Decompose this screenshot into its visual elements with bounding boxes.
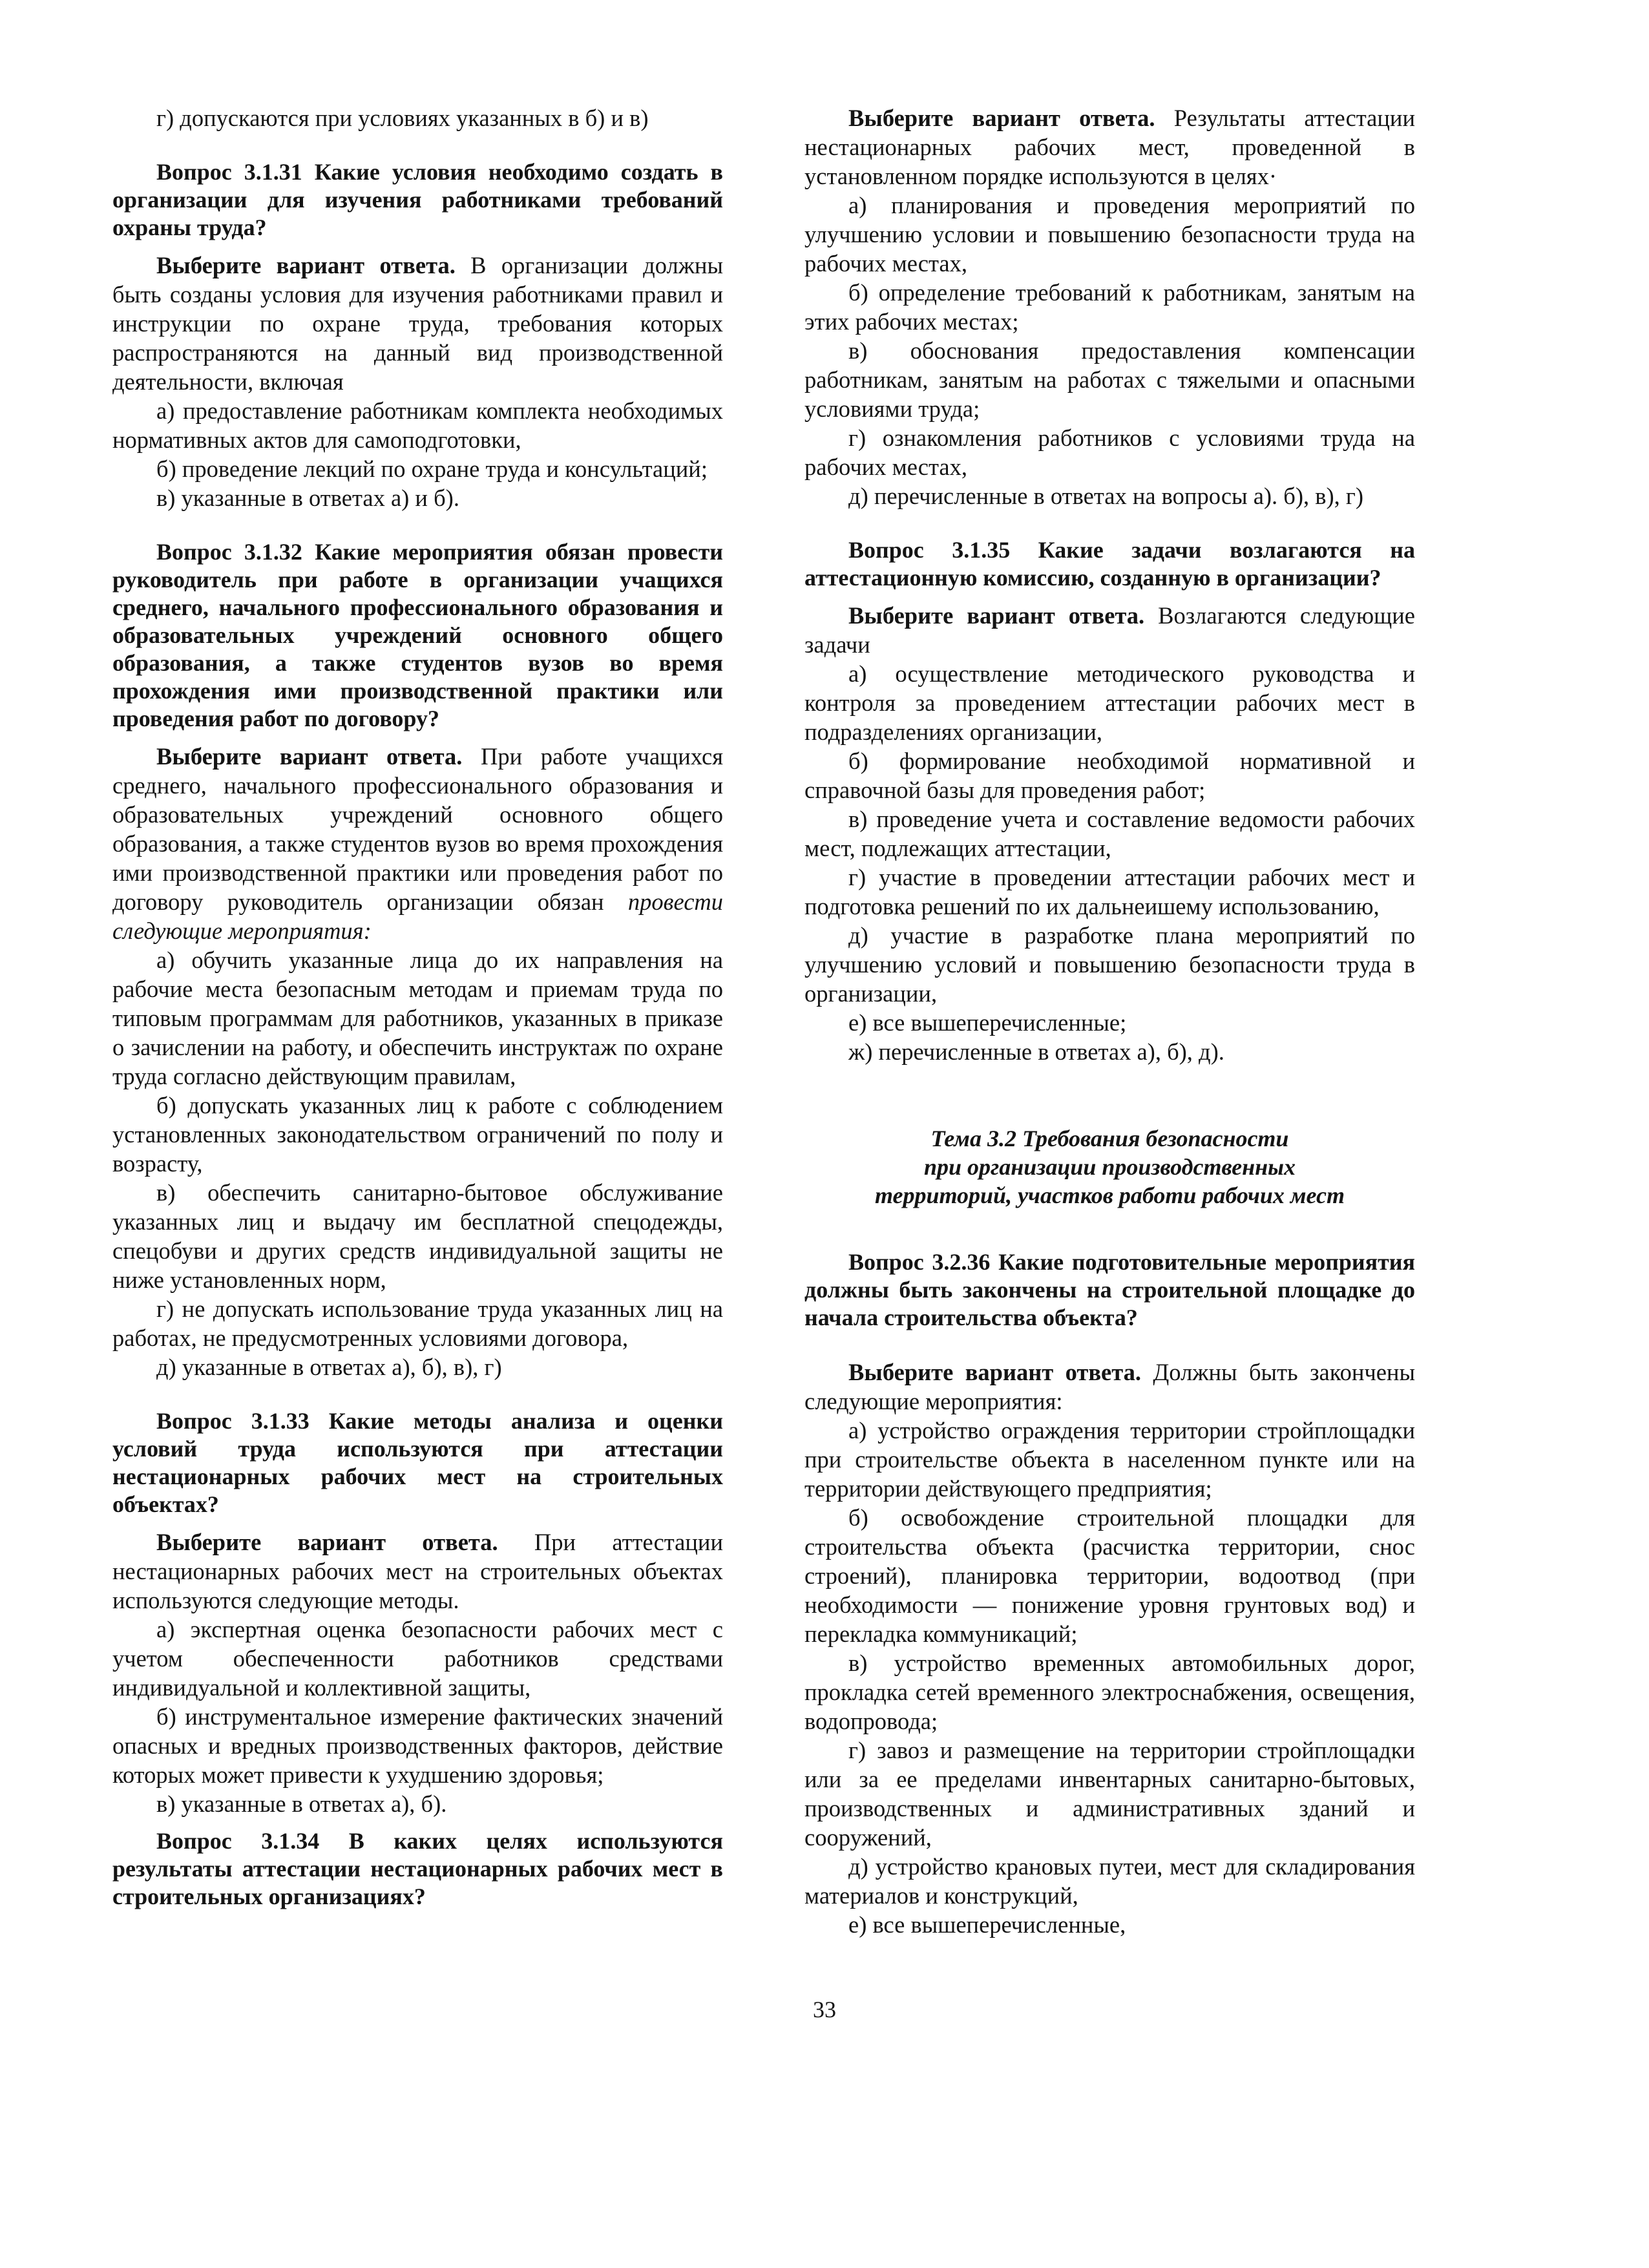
- question-3-1-32: Вопрос 3.1.32 Какие мероприятия обязан провести руководитель при работе в организации учащихся среднего, начального профессионального образования и образовательных учреждений основного общего образования, а также студентов вузов во время прохождения ими производственной практики или проведения работ по договору?: [112, 539, 723, 731]
- answer-option: б) допускать указанных лиц к работе с соблюдением установленных законодательством ограничений по полу и возрасту,: [112, 1092, 723, 1177]
- answer-option: а) планирования и проведения мероприятий по улучшению условии и повышению безопасности труда на рабочих местах,: [804, 192, 1415, 277]
- left-column: [112, 103, 723, 1911]
- answer-option: а) устройство ограждения территории стройплощадки при строительстве объекта в населенном пункте или на территории действующего предприятия;: [804, 1417, 1415, 1502]
- answer-lead: Выберите вариант ответа.: [156, 1529, 498, 1555]
- answer-intro-text: Должны быть закончены следующие мероприятия:: [804, 1359, 1415, 1414]
- answer-option: б) проведение лекций по охране труда и консультаций;: [156, 456, 708, 482]
- answer-option: в) обеспечить санитарно-бытовое обслуживание указанных лиц и выдачу им бесплатной спецодежды, спецобуви и других средств индивидуальной защиты не ниже установленных норм,: [112, 1179, 723, 1293]
- answer-intro: [112, 742, 723, 945]
- answer-option: г) ознакомления работников с условиями труда на рабочих местах,: [804, 425, 1415, 480]
- theme-line: Тема 3.2 Требования безопасности: [930, 1126, 1289, 1151]
- answer-option: б) определение требований к работникам, занятым на этих рабочих местах;: [804, 279, 1415, 335]
- question-3-1-34: Вопрос 3.1.34 В каких целях используются результаты аттестации нестационарных рабочих мест в строительных организациях?: [112, 1828, 723, 1909]
- answer-option: д) устройство крановых путеи, мест для складирования материалов и конструкций,: [804, 1853, 1415, 1909]
- answer-option: д) перечисленные в ответах на вопросы а). б), в), г): [848, 483, 1364, 509]
- answer-option: г) завоз и размещение на территории стройплощадки или за ее пределами инвентарных санитарно-бытовых, производственных и административных зданий и сооружений,: [804, 1737, 1415, 1851]
- page-number: 33: [813, 1997, 836, 2022]
- answer-option: а) осуществление методического руководства и контроля за проведением аттестации рабочих мест в подразделениях организации,: [804, 660, 1415, 745]
- right-column: [804, 103, 1415, 1939]
- question-3-1-35: Вопрос 3.1.35 Какие задачи возлагаются на аттестационную комиссию, созданную в организации?: [804, 537, 1415, 591]
- answer-option: а) обучить указанные лица до их направления на рабочие места безопасным методам и приемам труда по типовым программам для работников, указанных в приказе о зачислении на работу, и обеспечить инструктаж по охране труда согласно действующим правилам,: [112, 947, 723, 1089]
- answer-option: е) все вышеперечисленные,: [848, 1911, 1126, 1938]
- answer-option: г) допускаются при условиях указанных в б) и в): [156, 105, 649, 131]
- answer-intro-italic: провести следующие мероприятия:: [112, 888, 723, 944]
- answer-option: б) освобождение строительной площадки для строительства объекта (расчистка территории, снос строений), планировка территории, водоотвод (при необходимости — понижение уровня грунтовых вод) и перекладка коммуникаций;: [804, 1504, 1415, 1647]
- answer-option: д) указанные в ответах а), б), в), г): [156, 1354, 502, 1380]
- answer-option: б) формирование необходимой нормативной и справочной базы для проведения работ;: [804, 748, 1415, 803]
- answer-option: в) обоснования предоставления компенсации работникам, занятым на работах с тяжелыми и опасными условиями труда;: [804, 337, 1415, 422]
- answer-intro: [112, 251, 723, 396]
- answer-option: ж) перечисленные в ответах а), б), д).: [848, 1038, 1224, 1065]
- answer-lead: Выберите вариант ответа.: [848, 602, 1145, 629]
- question-3-2-36: Вопрос 3.2.36 Какие подготовительные мероприятия должны быть закончены на строительной площадке до начала строительства объекта?: [804, 1249, 1415, 1330]
- answer-intro: [804, 103, 1415, 191]
- answer-option: д) участие в разработке плана мероприятий по улучшению условий и повышению безопасности труда в организации,: [804, 922, 1415, 1007]
- question-3-1-33: Вопрос 3.1.33 Какие методы анализа и оценки условий труда используются при аттестации нестационарных рабочих мест на строительных объектах?: [112, 1408, 723, 1517]
- answer-intro: [112, 1528, 723, 1615]
- answer-option: е) все вышеперечисленные;: [848, 1009, 1127, 1036]
- answer-option: г) участие в проведении аттестации рабочих мест и подготовка решений по их дальнеишему использованию,: [804, 864, 1415, 919]
- answer-option: г) не допускать использование труда указанных лиц на работах, не предусмотренных условиями договора,: [112, 1296, 723, 1351]
- answer-intro-text: Результаты аттестации нестационарных рабочих мест, проведенной в установленном порядке используются в целях·: [804, 105, 1415, 189]
- answer-option: а) предоставление работникам комплекта необходимых нормативных актов для самоподготовки,: [112, 397, 723, 453]
- answer-intro-text: При аттестации нестационарных рабочих мест на строительных объектах используются следующие методы.: [112, 1529, 723, 1613]
- answer-intro: [804, 601, 1415, 659]
- section-theme-heading: [804, 1124, 1415, 1210]
- answer-option: в) указанные в ответах а), б).: [156, 1790, 447, 1817]
- theme-line: территорий, участков работи рабочих мест: [874, 1182, 1345, 1208]
- answer-lead: Выберите вариант ответа.: [156, 743, 463, 770]
- answer-option: а) экспертная оценка безопасности рабочих мест с учетом обеспеченности работников средствами индивидуальной и коллективной защиты,: [112, 1616, 723, 1701]
- question-3-1-31: Вопрос 3.1.31 Какие условия необходимо создать в организации для изучения работниками требований охраны труда?: [112, 159, 723, 240]
- theme-line: при организации производственных: [923, 1154, 1296, 1180]
- answer-intro-text: Возлагаются следующие задачи: [804, 602, 1415, 658]
- answer-lead: Выберите вариант ответа.: [848, 105, 1155, 131]
- answer-option: в) устройство временных автомобильных дорог, прокладка сетей временного электроснабжения, освещения, водопровода;: [804, 1650, 1415, 1734]
- answer-lead: Выберите вариант ответа.: [156, 252, 456, 278]
- answer-intro-text: При работе учащихся среднего, начального профессионального образования и образовательных учреждений основного общего образования, а также студентов вузов во время прохождения ими производственной практики или проведения работ по договору руководитель организации обязан: [112, 743, 723, 915]
- answer-option: в) указанные в ответах а) и б).: [156, 485, 459, 511]
- answer-option: б) инструментальное измерение фактических значений опасных и вредных производственных факторов, действие которых может привести к ухудшению здоровья;: [112, 1703, 723, 1788]
- answer-intro: [804, 1358, 1415, 1416]
- answer-lead: Выберите вариант ответа.: [848, 1359, 1141, 1385]
- answer-option: в) проведение учета и составление ведомости рабочих мест, подлежащих аттестации,: [804, 806, 1415, 861]
- answer-intro-text: В организации должны быть созданы условия для изучения работниками правил и инструкции по охране труда, требования которых распространяются на данный вид производственной деятельности, включая: [112, 252, 723, 395]
